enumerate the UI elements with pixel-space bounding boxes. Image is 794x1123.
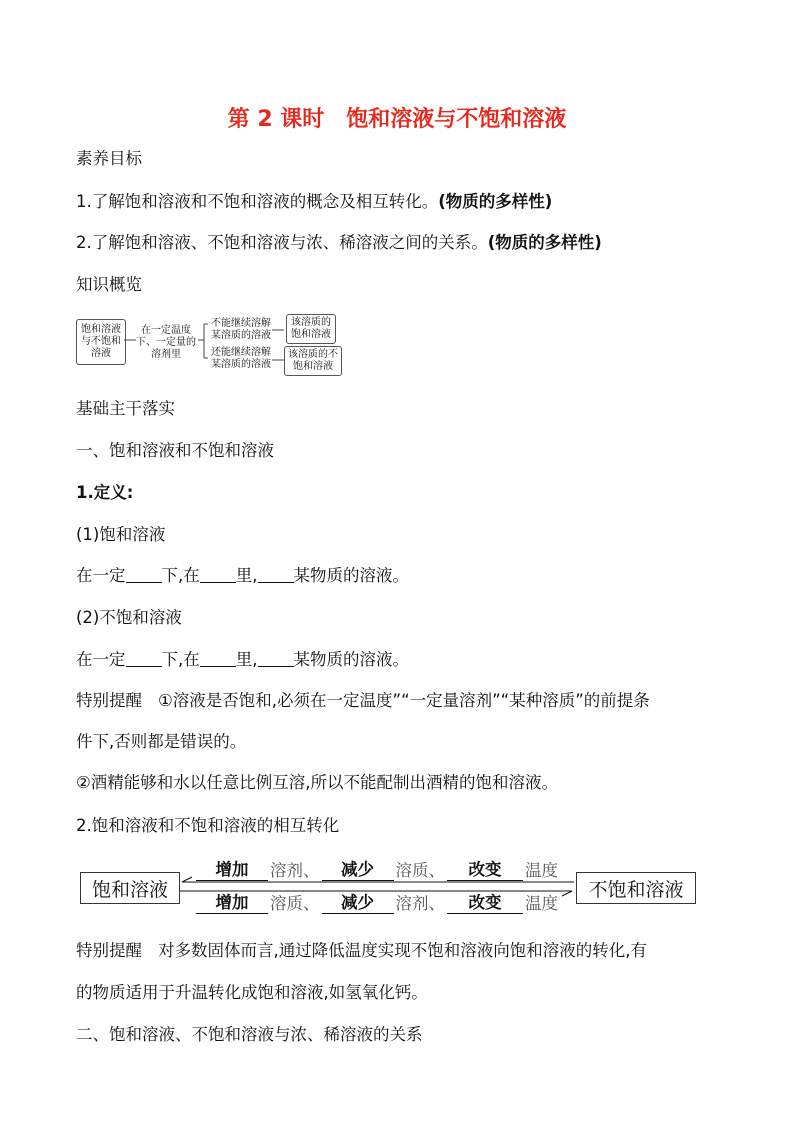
goal-text: 1.了解饱和溶液和不饱和溶液的概念及相互转化。 xyxy=(76,192,439,211)
conversion-fill: 增加 xyxy=(196,889,268,914)
saturated-box: 饱和溶液 xyxy=(80,872,180,904)
overview-heading: 知识概览 xyxy=(76,275,142,294)
answer-blank[interactable] xyxy=(258,566,294,583)
conversion-word: 温度 xyxy=(525,894,558,913)
answer-blank[interactable] xyxy=(126,650,162,667)
goal-item-2 xyxy=(76,232,602,254)
conversion-heading: 2.饱和溶液和不饱和溶液的相互转化 xyxy=(76,816,340,835)
conversion-fill: 增加 xyxy=(196,856,268,881)
tip-label: 特别提醒 xyxy=(76,691,142,710)
conversion-word: 溶剂、 xyxy=(395,894,445,913)
answer-blank[interactable] xyxy=(200,650,236,667)
goals-heading: 素养目标 xyxy=(76,149,142,168)
conversion-top-row xyxy=(196,857,558,881)
answer-blank[interactable] xyxy=(258,650,294,667)
conversion-bottom-row xyxy=(196,890,558,914)
definition-unsaturated: 在一定 下,在 里, 某物质的溶液。 xyxy=(76,650,409,669)
conversion-fill: 改变 xyxy=(447,856,523,881)
definition-saturated: 在一定 下,在 里, 某物质的溶液。 xyxy=(76,566,409,585)
goal-item-1 xyxy=(76,191,552,213)
overview-branch-unsaturated: 还能继续溶解某溶质的溶液 xyxy=(211,347,271,370)
subheading-saturated: (1)饱和溶液 xyxy=(76,525,166,544)
conversion-word: 溶剂、 xyxy=(270,861,320,880)
goal-tag: (物质的多样性) xyxy=(487,233,602,252)
tip-2: ②酒精能够和水以任意比例互溶,所以不能配制出酒精的饱和溶液。 xyxy=(76,773,559,792)
conversion-tip: 特别提醒 对多数固体而言,通过降低温度实现不饱和溶液向饱和溶液的转化,有 xyxy=(76,941,647,960)
answer-blank[interactable] xyxy=(200,566,236,583)
goal-tag: (物质的多样性) xyxy=(438,192,553,211)
conversion-fill: 减少 xyxy=(322,889,394,914)
conversion-fill: 减少 xyxy=(322,856,394,881)
overview-root-box: 饱和溶液与不饱和溶液 xyxy=(76,319,126,365)
conversion-word: 温度 xyxy=(525,861,558,880)
answer-blank[interactable] xyxy=(126,566,162,583)
tip-1-continued: 件下,否则都是错误的。 xyxy=(76,732,247,751)
tip-1: 特别提醒 ①溶液是否饱和,必须在一定温度”“一定量溶剂”“某种溶质”的前提条 xyxy=(76,691,650,710)
section2-heading: 二、饱和溶液、不饱和溶液与浓、稀溶液的关系 xyxy=(76,1025,423,1044)
section1-heading: 一、饱和溶液和不饱和溶液 xyxy=(76,441,274,460)
unsaturated-box: 不饱和溶液 xyxy=(576,872,696,904)
main-heading: 基础主干落实 xyxy=(76,399,175,418)
page-title: 第 2 课时 饱和溶液与不饱和溶液 xyxy=(227,107,567,132)
goal-text: 2.了解饱和溶液、不饱和溶液与浓、稀溶液之间的关系。 xyxy=(76,233,488,252)
conversion-word: 溶质、 xyxy=(270,894,320,913)
conversion-tip-continued: 的物质适用于升温转化成饱和溶液,如氢氧化钙。 xyxy=(76,983,428,1002)
definition-label: 1.定义: xyxy=(76,483,134,502)
overview-result-unsaturated: 该溶质的不饱和溶液 xyxy=(284,346,342,376)
overview-branch-saturated: 不能继续溶解某溶质的溶液 xyxy=(211,318,271,341)
conversion-word: 溶质、 xyxy=(395,861,445,880)
tip-label: 特别提醒 xyxy=(76,941,142,960)
overview-condition: 在一定温度下、一定量的溶剂里 xyxy=(136,325,196,360)
subheading-unsaturated: (2)不饱和溶液 xyxy=(76,608,182,627)
conversion-fill: 改变 xyxy=(447,889,523,914)
overview-result-saturated: 该溶质的饱和溶液 xyxy=(286,314,336,344)
